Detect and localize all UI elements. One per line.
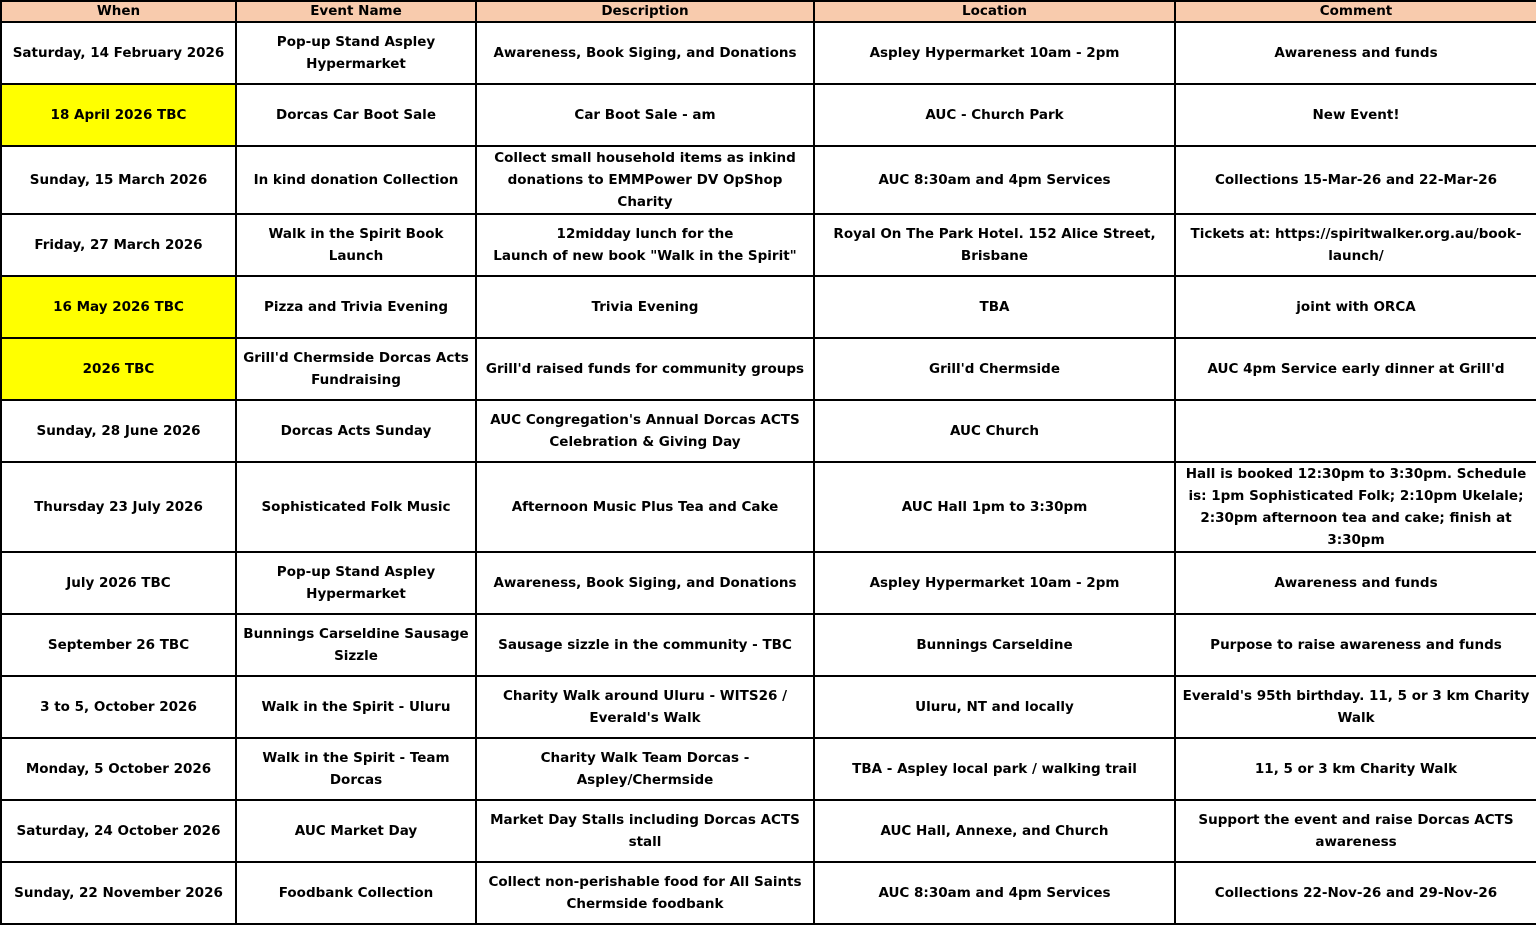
- table-row: [1, 738, 1536, 800]
- cell-event-name: Grill'd Chermside Dorcas Acts Fundraising: [236, 338, 476, 400]
- table-row: [1, 400, 1536, 462]
- cell-description: Awareness, Book Siging, and Donations: [476, 552, 814, 614]
- cell-when: Sunday, 28 June 2026: [1, 400, 236, 462]
- cell-when: 16 May 2026 TBC: [1, 276, 236, 338]
- header-event-name: Event Name: [236, 1, 476, 22]
- cell-comment: joint with ORCA: [1175, 276, 1536, 338]
- cell-description: Market Day Stalls including Dorcas ACTS stall: [476, 800, 814, 862]
- cell-comment: Everald's 95th birthday. 11, 5 or 3 km Charity Walk: [1175, 676, 1536, 738]
- cell-event-name: Walk in the Spirit - Team Dorcas: [236, 738, 476, 800]
- cell-description: Charity Walk around Uluru - WITS26 / Everald's Walk: [476, 676, 814, 738]
- cell-event-name: Dorcas Car Boot Sale: [236, 84, 476, 146]
- cell-location: Grill'd Chermside: [814, 338, 1175, 400]
- table-row: [1, 84, 1536, 146]
- cell-location: Uluru, NT and locally: [814, 676, 1175, 738]
- cell-location: AUC Church: [814, 400, 1175, 462]
- cell-location: AUC 8:30am and 4pm Services: [814, 862, 1175, 924]
- cell-when: September 26 TBC: [1, 614, 236, 676]
- cell-event-name: Walk in the Spirit Book Launch: [236, 214, 476, 276]
- cell-description: 12midday lunch for the Launch of new book "Walk in the Spirit": [476, 214, 814, 276]
- cell-location: Aspley Hypermarket 10am - 2pm: [814, 552, 1175, 614]
- cell-comment: Awareness and funds: [1175, 552, 1536, 614]
- cell-location: AUC - Church Park: [814, 84, 1175, 146]
- cell-event-name: Pop-up Stand Aspley Hypermarket: [236, 552, 476, 614]
- table-row: [1, 22, 1536, 84]
- cell-description: Collect non-perishable food for All Saints Chermside foodbank: [476, 862, 814, 924]
- cell-description: Car Boot Sale - am: [476, 84, 814, 146]
- table-row: [1, 552, 1536, 614]
- cell-location: TBA: [814, 276, 1175, 338]
- cell-comment: Collections 15-Mar-26 and 22-Mar-26: [1175, 146, 1536, 214]
- events-table-body: [1, 22, 1536, 924]
- cell-event-name: Walk in the Spirit - Uluru: [236, 676, 476, 738]
- cell-description: Collect small household items as inkind donations to EMMPower DV OpShop Charity: [476, 146, 814, 214]
- cell-event-name: Bunnings Carseldine Sausage Sizzle: [236, 614, 476, 676]
- table-row: [1, 338, 1536, 400]
- cell-description: Sausage sizzle in the community - TBC: [476, 614, 814, 676]
- cell-description: AUC Congregation's Annual Dorcas ACTS Celebration & Giving Day: [476, 400, 814, 462]
- cell-location: Royal On The Park Hotel. 152 Alice Street, Brisbane: [814, 214, 1175, 276]
- cell-when: 18 April 2026 TBC: [1, 84, 236, 146]
- cell-when: Thursday 23 July 2026: [1, 462, 236, 552]
- cell-comment: Purpose to raise awareness and funds: [1175, 614, 1536, 676]
- cell-event-name: Dorcas Acts Sunday: [236, 400, 476, 462]
- header-row: [1, 1, 1536, 22]
- cell-comment: Tickets at: https://spiritwalker.org.au/book-launch/: [1175, 214, 1536, 276]
- table-row: [1, 800, 1536, 862]
- cell-comment: Awareness and funds: [1175, 22, 1536, 84]
- table-row: [1, 146, 1536, 214]
- cell-comment: New Event!: [1175, 84, 1536, 146]
- cell-when: July 2026 TBC: [1, 552, 236, 614]
- cell-description: Grill'd raised funds for community groups: [476, 338, 814, 400]
- cell-event-name: Pop-up Stand Aspley Hypermarket: [236, 22, 476, 84]
- table-row: [1, 676, 1536, 738]
- table-row: [1, 214, 1536, 276]
- cell-when: 3 to 5, October 2026: [1, 676, 236, 738]
- header-when: When: [1, 1, 236, 22]
- table-row: [1, 462, 1536, 552]
- cell-location: TBA - Aspley local park / walking trail: [814, 738, 1175, 800]
- cell-event-name: In kind donation Collection: [236, 146, 476, 214]
- cell-when: Sunday, 22 November 2026: [1, 862, 236, 924]
- cell-location: Bunnings Carseldine: [814, 614, 1175, 676]
- cell-when: Sunday, 15 March 2026: [1, 146, 236, 214]
- cell-comment: Collections 22-Nov-26 and 29-Nov-26: [1175, 862, 1536, 924]
- cell-comment: Support the event and raise Dorcas ACTS awareness: [1175, 800, 1536, 862]
- cell-comment: AUC 4pm Service early dinner at Grill'd: [1175, 338, 1536, 400]
- header-comment: Comment: [1175, 1, 1536, 22]
- cell-description: Awareness, Book Siging, and Donations: [476, 22, 814, 84]
- table-row: [1, 614, 1536, 676]
- cell-description: Charity Walk Team Dorcas - Aspley/Chermside: [476, 738, 814, 800]
- cell-comment: [1175, 400, 1536, 462]
- cell-event-name: AUC Market Day: [236, 800, 476, 862]
- cell-description: Afternoon Music Plus Tea and Cake: [476, 462, 814, 552]
- table-row: [1, 276, 1536, 338]
- cell-event-name: Sophisticated Folk Music: [236, 462, 476, 552]
- cell-when: Monday, 5 October 2026: [1, 738, 236, 800]
- cell-when: Saturday, 14 February 2026: [1, 22, 236, 84]
- cell-when: 2026 TBC: [1, 338, 236, 400]
- cell-description: Trivia Evening: [476, 276, 814, 338]
- cell-event-name: Foodbank Collection: [236, 862, 476, 924]
- cell-location: AUC Hall 1pm to 3:30pm: [814, 462, 1175, 552]
- header-description: Description: [476, 1, 814, 22]
- cell-event-name: Pizza and Trivia Evening: [236, 276, 476, 338]
- cell-comment: Hall is booked 12:30pm to 3:30pm. Schedule is: 1pm Sophisticated Folk; 2:10pm Ukelale; 2:30pm afternoon tea and cake; finish at 3:30pm: [1175, 462, 1536, 552]
- cell-location: AUC 8:30am and 4pm Services: [814, 146, 1175, 214]
- header-location: Location: [814, 1, 1175, 22]
- cell-location: AUC Hall, Annexe, and Church: [814, 800, 1175, 862]
- cell-when: Saturday, 24 October 2026: [1, 800, 236, 862]
- table-row: [1, 862, 1536, 924]
- cell-location: Aspley Hypermarket 10am - 2pm: [814, 22, 1175, 84]
- cell-comment: 11, 5 or 3 km Charity Walk: [1175, 738, 1536, 800]
- cell-when: Friday, 27 March 2026: [1, 214, 236, 276]
